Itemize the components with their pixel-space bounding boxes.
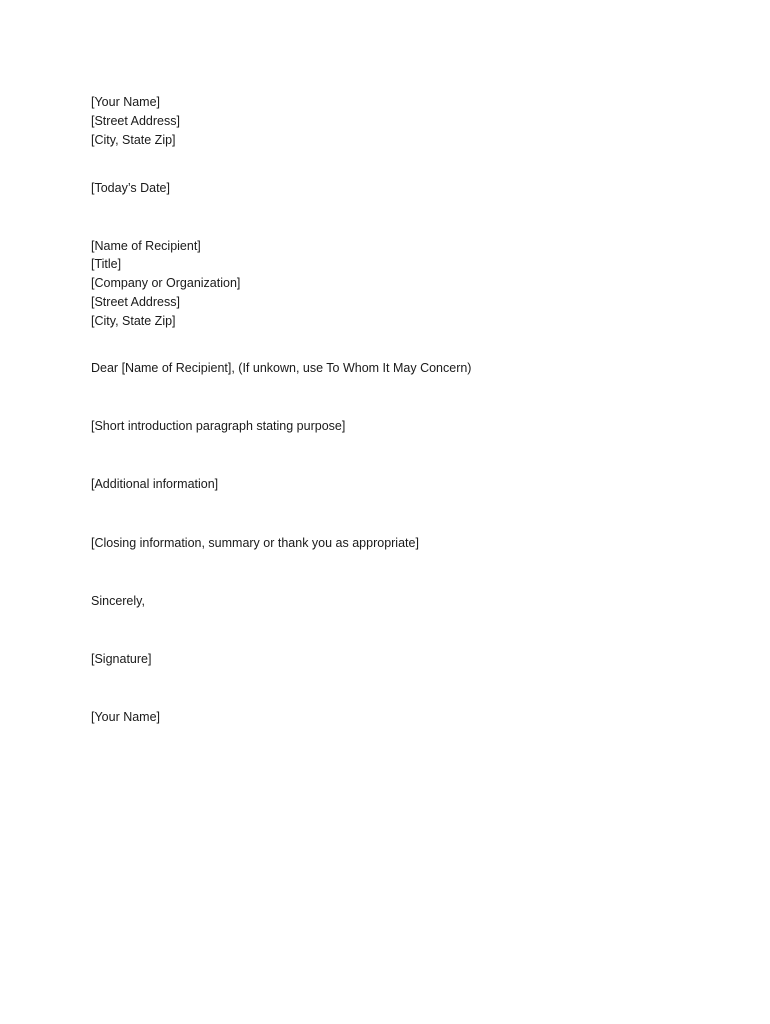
additional-paragraph: [Additional information] [91,477,219,491]
recipient-title: [Title] [91,257,122,271]
letter-date: [Today’s Date] [91,181,170,195]
recipient-name: [Name of Recipient] [91,239,201,253]
sender-street: [Street Address] [91,114,180,128]
salutation: Dear [Name of Recipient], (If unkown, use To Whom It May Concern) [91,361,472,375]
sender-city-state-zip: [City, State Zip] [91,133,176,147]
sender-name: [Your Name] [91,95,161,109]
intro-paragraph: [Short introduction paragraph stating purpose] [91,419,346,433]
closing-paragraph: [Closing information, summary or thank you as appropriate] [91,536,419,550]
signature: [Signature] [91,652,152,666]
recipient-street: [Street Address] [91,295,180,309]
signer-name: [Your Name] [91,710,161,724]
sign-off: Sincerely, [91,594,145,608]
recipient-company: [Company or Organization] [91,276,241,290]
recipient-city-state-zip: [City, State Zip] [91,314,176,328]
